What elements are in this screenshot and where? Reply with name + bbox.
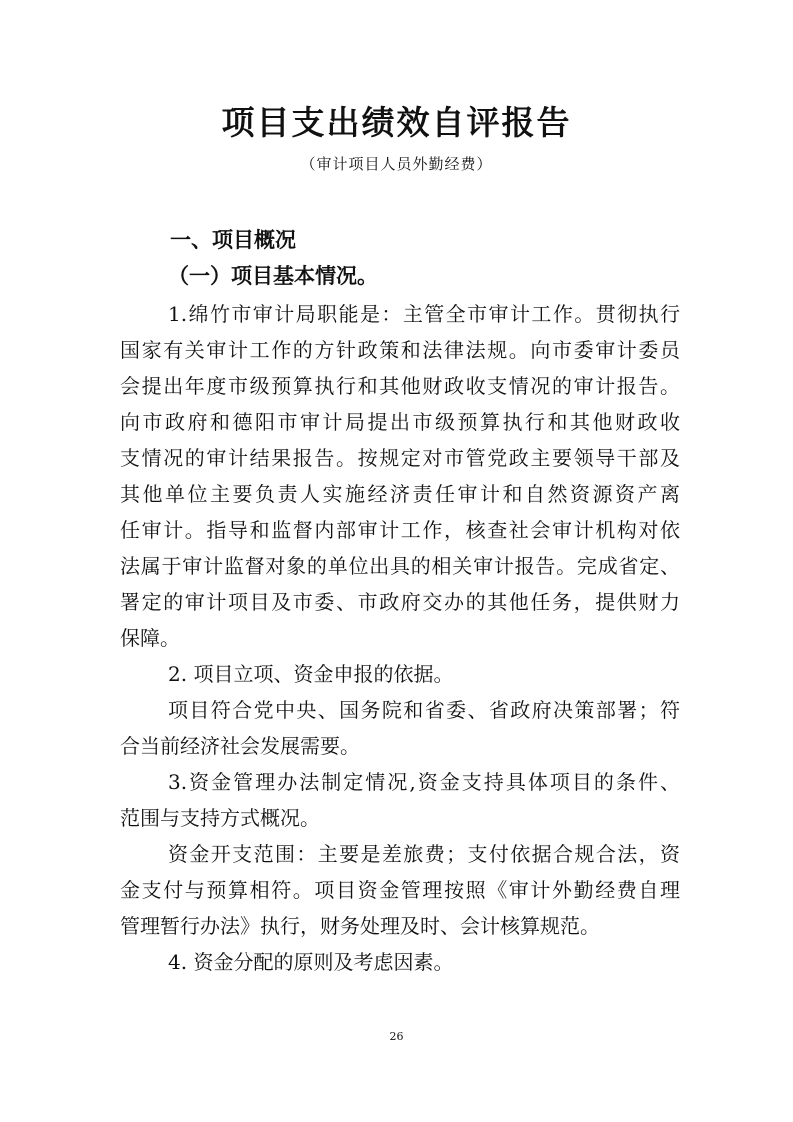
- body-line: 管理暂行办法》执行，财务处理及时、会计核算规范。: [120, 914, 600, 938]
- body-line: 2. 项目立项、资金申报的依据。: [168, 662, 454, 686]
- body-line: 4. 资金分配的原则及考虑因素。: [168, 950, 454, 974]
- body-line: 署定的审计项目及市委、市政府交办的其他任务，提供财力: [120, 590, 680, 614]
- body-line: 3.资金管理办法制定情况,资金支持具体项目的条件、: [168, 770, 680, 794]
- body-line: 资金开支范围：主要是差旅费；支付依据合规合法，资: [168, 842, 680, 866]
- page-number: 26: [389, 1030, 404, 1043]
- body-line: 其他单位主要负责人实施经济责任审计和自然资源资产离: [120, 482, 680, 506]
- section-heading: 一、项目概况: [170, 228, 296, 252]
- body-line: 国家有关审计工作的方针政策和法律法规。向市委审计委员: [120, 338, 680, 362]
- body-line: 任审计。指导和监督内部审计工作，核查社会审计机构对依: [120, 518, 680, 542]
- body-line: 保障。: [120, 626, 180, 650]
- body-line: 会提出年度市级预算执行和其他财政收支情况的审计报告。: [120, 374, 680, 398]
- body-line: 法属于审计监督对象的单位出具的相关审计报告。完成省定、: [120, 554, 680, 578]
- body-line: 1.绵竹市审计局职能是：主管全市审计工作。贯彻执行: [168, 302, 680, 326]
- body-line: 金支付与预算相符。项目资金管理按照《审计外勤经费自理: [120, 878, 680, 902]
- subsection-heading: （一）项目基本情况。: [168, 264, 378, 288]
- body-line: 支情况的审计结果报告。按规定对市管党政主要领导干部及: [120, 446, 680, 470]
- body-line: 向市政府和德阳市审计局提出市级预算执行和其他财政收: [120, 410, 680, 434]
- document-title: 项目支出绩效自评报告: [221, 103, 572, 142]
- body-line: 合当前经济社会发展需要。: [120, 734, 360, 758]
- body-line: 项目符合党中央、国务院和省委、省政府决策部署；符: [168, 698, 680, 722]
- body-line: 范围与支持方式概况。: [120, 806, 320, 830]
- document-subtitle: （审计项目人员外勤经费）: [300, 155, 493, 173]
